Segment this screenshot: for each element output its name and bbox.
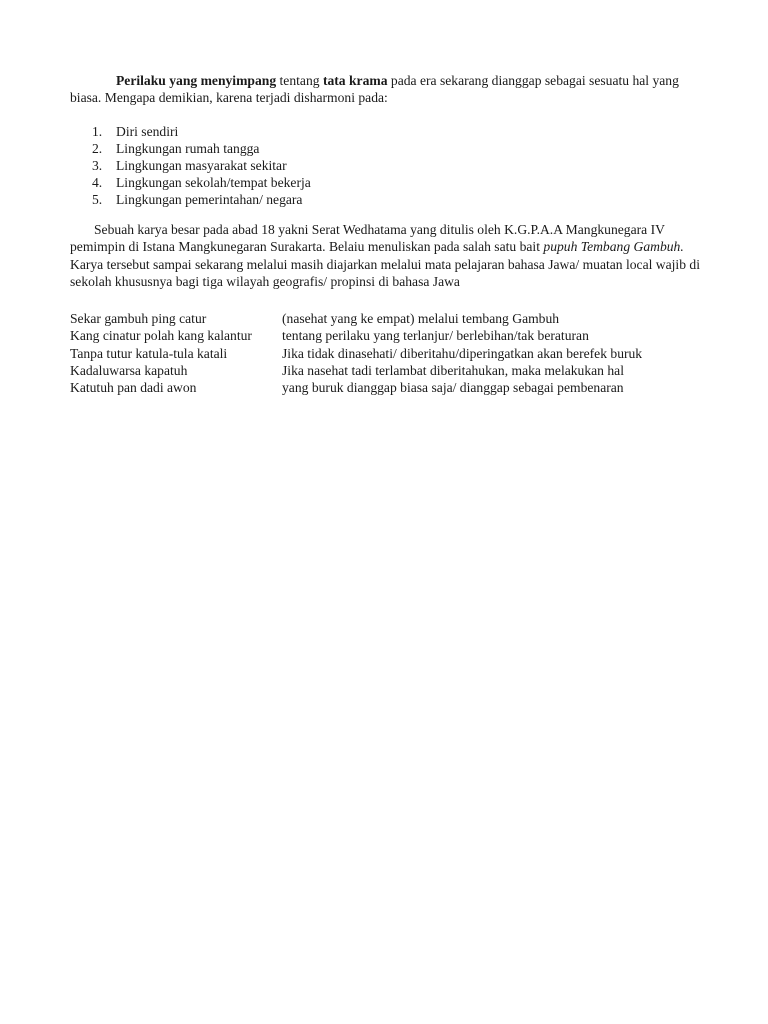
- poem-row: [70, 310, 710, 327]
- wedhatama-paragraph: [70, 221, 710, 290]
- list-item: [92, 140, 311, 157]
- poem-translation-line: tentang perilaku yang terlanjur/ berlebihan/tak beraturan: [282, 328, 589, 344]
- wedhatama-text-1: Sebuah karya besar pada abad 18 yakni Serat Wedhatama yang ditulis oleh K.G.P.A.A Mangkunegara IV pemimpin di Istana Mangkunegaran Surakarta. Belaiu menuliskan pada salah satu bait: [70, 222, 665, 255]
- poem-translation-line: (nasehat yang ke empat) melalui tembang Gambuh: [282, 311, 560, 326]
- poem-javanese-line: Kadaluwarsa kapatuh: [70, 362, 188, 378]
- list-item: [92, 174, 311, 191]
- list-text: Lingkungan masyarakat sekitar: [116, 158, 287, 173]
- poem-row: [70, 345, 710, 362]
- disharmony-list: [92, 123, 311, 208]
- list-number: 3.: [92, 158, 103, 173]
- list-text: Lingkungan pemerintahan/ negara: [116, 192, 303, 207]
- poem-translation-line: Jika tidak dinasehati/ diberitahu/diperingatkan akan berefek buruk: [282, 345, 643, 361]
- list-number: 2.: [92, 141, 103, 156]
- gambuh-poem: [70, 310, 710, 396]
- poem-row: [70, 379, 710, 396]
- list-text: Diri sendiri: [116, 124, 179, 139]
- bold-phrase-perilaku: Perilaku yang menyimpang: [116, 73, 277, 88]
- list-number: 1.: [92, 124, 103, 139]
- list-text: Lingkungan rumah tangga: [116, 141, 260, 156]
- poem-javanese-line: Sekar gambuh ping catur: [70, 311, 207, 326]
- intro-text-1: tentang: [276, 73, 323, 88]
- list-item: [92, 123, 311, 140]
- intro-text-2: pada era sekarang dianggap sebagai sesuatu hal yang biasa. Mengapa demikian, karena terjadi disharmoni pada:: [70, 73, 679, 105]
- poem-javanese-line: Kang cinatur polah kang kalantur: [70, 328, 252, 344]
- poem-javanese-line: Tanpa tutur katula-tula katali: [70, 345, 228, 361]
- wedhatama-text-2: Karya tersebut sampai sekarang melalui masih diajarkan melalui mata pelajaran bahasa Jawa/ muatan local wajib di sekolah khususnya bagi tiga wilayah geografis/ propinsi di bahasa Jawa: [70, 256, 700, 289]
- poem-javanese-line: Katutuh pan dadi awon: [70, 380, 197, 396]
- poem-row: [70, 327, 710, 344]
- list-number: 5.: [92, 192, 103, 207]
- poem-row: [70, 362, 710, 379]
- bold-phrase-tata-krama: tata krama: [322, 73, 388, 88]
- list-number: 4.: [92, 175, 103, 190]
- poem-translation-line: yang buruk dianggap biasa saja/ dianggap sebagai pembenaran: [282, 380, 624, 396]
- intro-paragraph: [70, 72, 710, 106]
- list-text: Lingkungan sekolah/tempat bekerja: [116, 175, 311, 190]
- list-item: [92, 157, 311, 174]
- list-item: [92, 191, 311, 208]
- poem-translation-line: Jika nasehat tadi terlambat diberitahukan, maka melakukan hal: [282, 362, 624, 378]
- italic-pupuh-gambuh: pupuh Tembang Gambuh.: [543, 239, 684, 255]
